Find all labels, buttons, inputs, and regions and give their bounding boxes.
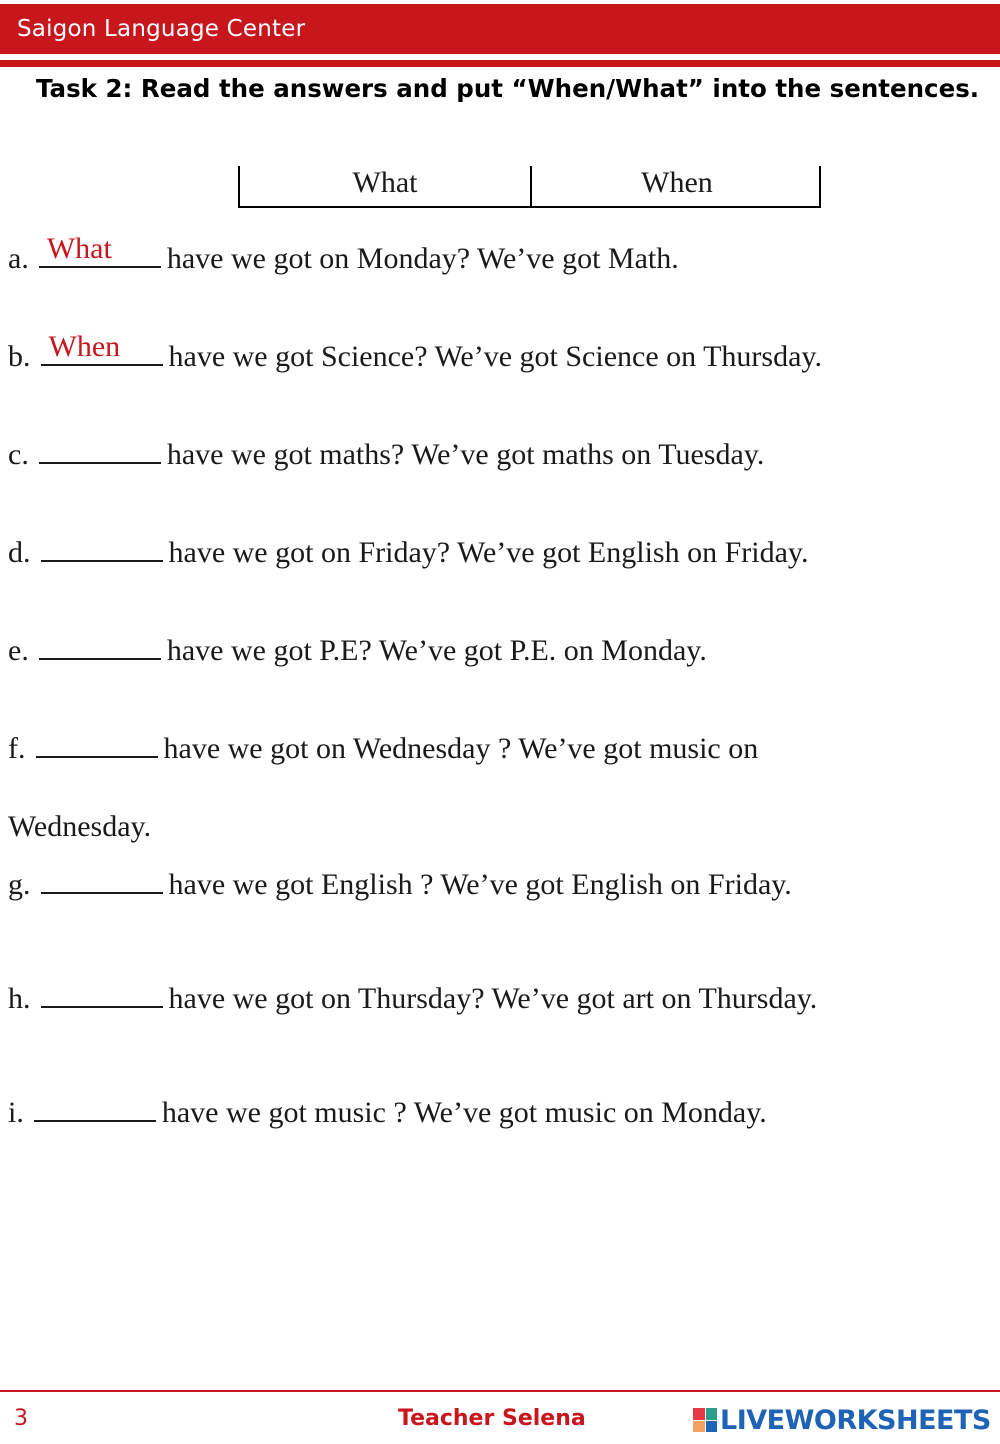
question-letter: f. xyxy=(8,732,26,765)
question-f xyxy=(8,732,758,766)
brand-label: LIVEWORKSHEETS xyxy=(720,1404,991,1436)
answer-blank[interactable] xyxy=(41,538,163,562)
question-d xyxy=(8,536,808,570)
question-i xyxy=(8,1096,767,1130)
question-letter: c. xyxy=(8,438,29,471)
word-box xyxy=(238,166,821,208)
question-text: have we got Science? We’ve got Science on Thursday. xyxy=(168,340,822,373)
question-text: have we got English ? We’ve got English on Friday. xyxy=(168,868,792,901)
question-text: have we got on Monday? We’ve got Math. xyxy=(166,242,679,275)
answer-blank[interactable] xyxy=(41,984,163,1008)
word-box-item: What xyxy=(352,166,418,199)
question-c xyxy=(8,438,764,472)
teacher-name: Teacher Selena xyxy=(398,1406,586,1431)
question-text: have we got maths? We’ve got maths on Tuesday. xyxy=(166,438,765,471)
question-e xyxy=(8,634,707,668)
question-letter: b. xyxy=(8,340,31,373)
header-divider xyxy=(0,60,1000,67)
question-letter: e. xyxy=(8,634,29,667)
question-text: have we got music ? We’ve got music on Monday. xyxy=(161,1096,767,1129)
question-b xyxy=(8,330,822,374)
question-letter: h. xyxy=(8,982,31,1015)
question-f-continuation: Wednesday. xyxy=(8,810,152,843)
question-letter: i. xyxy=(8,1096,24,1129)
question-letter: d. xyxy=(8,536,31,569)
footer-divider xyxy=(0,1390,1000,1392)
question-a xyxy=(8,232,679,276)
filled-answer: What xyxy=(46,232,112,265)
header-title: Saigon Language Center xyxy=(17,16,306,42)
question-letter: g. xyxy=(8,868,31,901)
question-letter: a. xyxy=(8,242,29,275)
answer-blank[interactable] xyxy=(36,734,158,758)
answer-blank[interactable] xyxy=(39,636,161,660)
word-box-item: When xyxy=(641,166,713,199)
question-text: have we got on Wednesday ? We’ve got music on xyxy=(163,732,759,765)
page-number: 3 xyxy=(14,1406,28,1431)
liveworksheets-icon xyxy=(693,1408,717,1432)
liveworksheets-logo[interactable] xyxy=(693,1404,991,1436)
answer-blank[interactable] xyxy=(41,330,163,366)
question-h xyxy=(8,982,817,1016)
question-text: have we got P.E? We’ve got P.E. on Monday. xyxy=(166,634,707,667)
question-text: have we got on Friday? We’ve got English on Friday. xyxy=(168,536,809,569)
answer-blank[interactable] xyxy=(41,870,163,894)
answer-blank[interactable] xyxy=(39,232,161,268)
question-g xyxy=(8,868,792,902)
task-title: Task 2: Read the answers and put “When/What” into the sentences. xyxy=(36,74,980,103)
answer-blank[interactable] xyxy=(39,440,161,464)
filled-answer: When xyxy=(48,330,121,363)
question-text: have we got on Thursday? We’ve got art on Thursday. xyxy=(168,982,818,1015)
answer-blank[interactable] xyxy=(34,1098,156,1122)
